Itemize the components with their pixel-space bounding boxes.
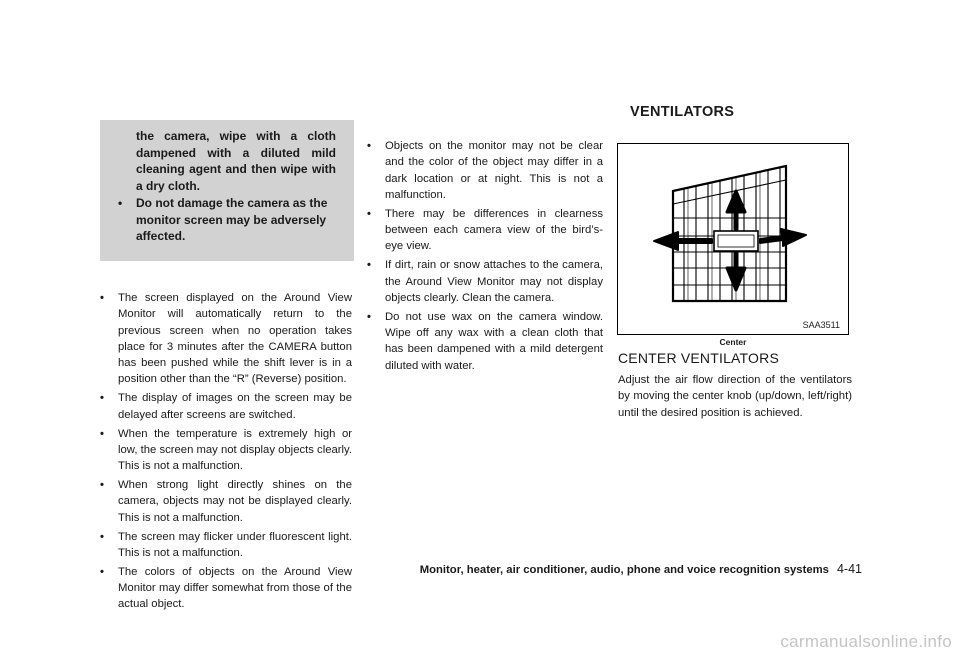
list-item-text: Do not use wax on the camera window. Wipe off any wax with a clean cloth that has been dampened with a mild detergent diluted with water. xyxy=(385,310,603,372)
bullet-marker: • xyxy=(367,259,371,272)
center-knob xyxy=(714,231,758,251)
center-ventilators-body: Adjust the air flow direction of the ventilators by moving the center knob (up/down, left/right) until the desired position is achieved. xyxy=(618,374,852,419)
chapter-title: Monitor, heater, air conditioner, audio, phone and voice recognition systems xyxy=(419,564,829,576)
list-item xyxy=(100,529,352,562)
list-item xyxy=(100,290,352,388)
list-item-text: Objects on the monitor may not be clear and the color of the object may differ in a dark location or at night. This is not a malfunction. xyxy=(385,140,603,201)
bullet-marker: • xyxy=(100,565,104,578)
list-item xyxy=(100,390,352,423)
watermark: carmanualsonline.info xyxy=(780,632,952,651)
list-item-text: When the temperature is extremely high or low, the screen may not display objects clearly. This is not a malfunction. xyxy=(118,427,352,473)
list-item-text: The screen displayed on the Around View Monitor will automatically return to the previous screen when no operation takes place for 3 minutes after the CAMERA button has been pushed while the shift lever is in a position other than the “R” (Reverse) position. xyxy=(118,292,352,386)
list-item-text: The colors of objects on the Around View Monitor may differ somewhat from those of the actual object. xyxy=(118,565,352,611)
list-item xyxy=(367,257,603,306)
bullet-marker: • xyxy=(100,392,104,405)
list-item-text: There may be differences in clearness between each camera view of the bird’s-eye view. xyxy=(385,207,603,253)
figure-code: SAA3511 xyxy=(802,320,840,330)
list-item xyxy=(100,426,352,475)
page-number: 4-41 xyxy=(836,562,862,576)
list-item-text: When strong light directly shines on the camera, objects may not be displayed clearly. This is not a malfunction. xyxy=(118,479,352,524)
ventilator-illustration xyxy=(618,144,850,336)
caution-bullet-item xyxy=(118,195,338,245)
list-item xyxy=(367,309,603,374)
bullet-marker: • xyxy=(100,479,104,492)
bullet-marker: • xyxy=(118,196,123,210)
bullet-marker: • xyxy=(100,292,104,304)
list-item-text: The screen may flicker under fluorescent light. This is not a malfunction. xyxy=(118,530,352,559)
list-item xyxy=(367,138,603,203)
subheading-center-ventilators: CENTER VENTILATORS xyxy=(618,350,779,366)
bullet-marker: • xyxy=(100,530,104,543)
list-item xyxy=(367,206,603,255)
bullet-marker: • xyxy=(367,140,371,152)
list-item xyxy=(100,477,352,526)
caution-bullet-text: Do not damage the camera as the monitor screen may be adversely affected. xyxy=(136,196,328,243)
center-ventilator-figure xyxy=(617,143,849,335)
list-item-text: The display of images on the screen may be delayed after screens are switched. xyxy=(118,392,352,421)
section-heading-ventilators: VENTILATORS xyxy=(630,104,735,120)
bullet-marker: • xyxy=(100,427,104,440)
figure-caption: Center xyxy=(719,337,747,347)
bullet-marker: • xyxy=(367,310,371,323)
bullet-marker: • xyxy=(367,207,371,220)
list-item-text: If dirt, rain or snow attaches to the camera, the Around View Monitor may not display objects clearly. Clean the camera. xyxy=(385,259,603,304)
page-footer xyxy=(0,562,862,576)
caution-paragraph: the camera, wipe with a cloth dampened with a diluted mild cleaning agent and then wipe with a dry cloth. xyxy=(136,129,336,193)
column2-bullet-list xyxy=(367,138,603,377)
